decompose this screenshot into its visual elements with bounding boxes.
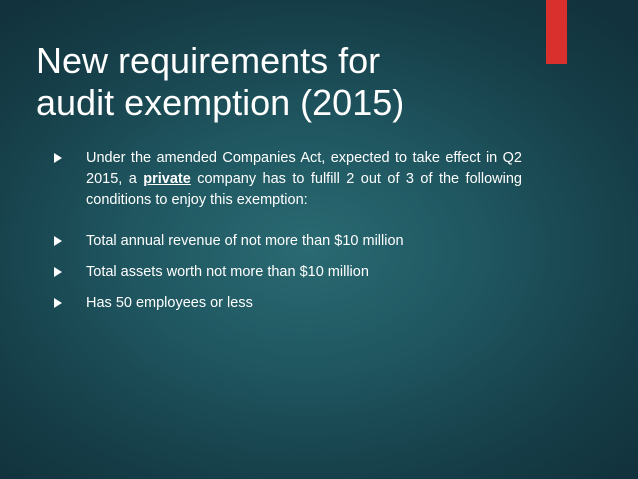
bullet-text-assets: Total assets worth not more than $10 million	[86, 264, 369, 280]
bullet-text-intro-after: company has to fulfill 2 out of 3 of the following conditions to enjoy this exemption:	[86, 171, 522, 208]
bullet-item-assets	[52, 262, 522, 283]
bullet-item-intro	[52, 148, 522, 211]
triangle-arrow-icon	[54, 298, 62, 308]
bullet-text-employees: Has 50 employees or less	[86, 295, 253, 311]
accent-bar	[546, 0, 567, 64]
bullet-text-intro-before: Under the amended Companies Act, expected to take effect in Q2 2015, a	[86, 150, 522, 187]
bullet-list	[52, 148, 522, 324]
bullet-item-revenue	[52, 231, 522, 252]
bullet-item-employees	[52, 293, 522, 314]
triangle-arrow-icon	[54, 267, 62, 277]
title-line-2: audit exemption (2015)	[36, 82, 405, 123]
bullet-text-revenue: Total annual revenue of not more than $10 million	[86, 233, 404, 249]
title-line-1: New requirements for	[36, 40, 381, 81]
bullet-text-emphasis: private	[143, 171, 191, 187]
triangle-arrow-icon	[54, 153, 62, 163]
triangle-arrow-icon	[54, 236, 62, 246]
slide-title	[36, 40, 536, 124]
